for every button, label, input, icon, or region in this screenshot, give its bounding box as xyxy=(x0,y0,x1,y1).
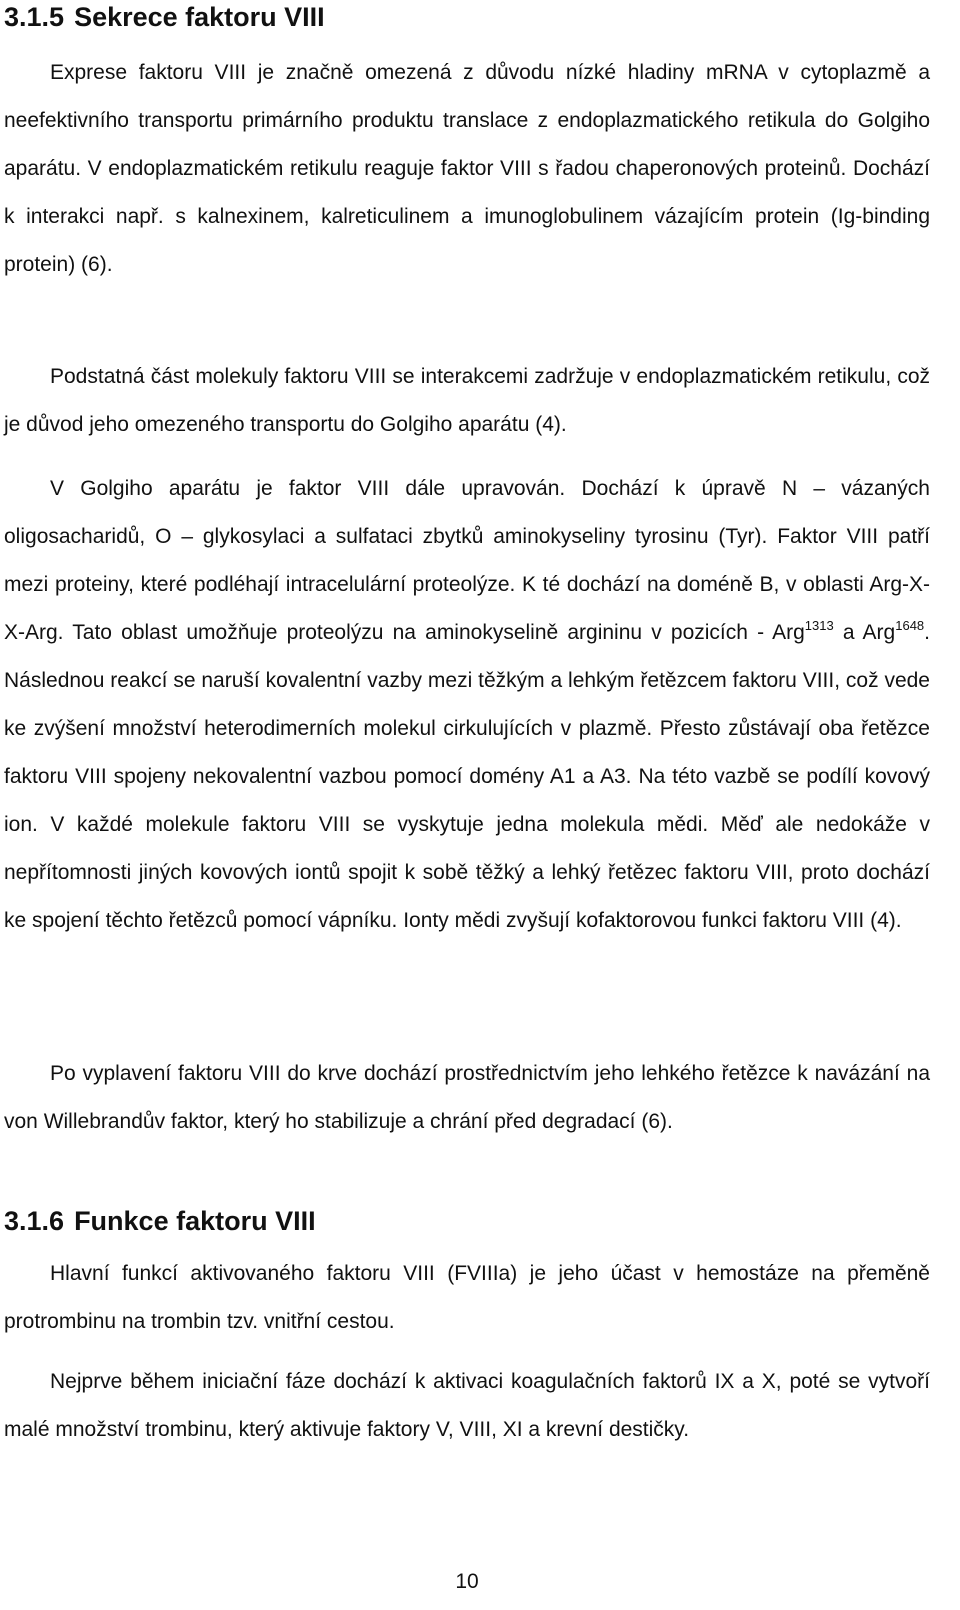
paragraph-expression: Exprese faktoru VIII je značně omezená z důvodu nízké hladiny mRNA v cytoplazmě a neefektivního transportu primárního produktu translace z endoplazmatického retikula do Golgiho aparátu. V endoplazmatickém retikulu reaguje faktor VIII s řadou chaperonových proteinů. Dochází k interakci např. s kalnexinem, kalreticulinem a imunoglobulinem vázajícím protein (Ig-binding protein) (6). xyxy=(4,61,930,276)
section-heading-3-1-6 xyxy=(4,1204,316,1238)
section-number: 3.1.5 xyxy=(4,2,65,32)
paragraph-text: . Následnou reakcí se naruší kovalentní vazby mezi těžkým a lehkým řetězcem faktoru VIII, což vede ke zvýšení množství heterodimerních molekul cirkulujících v plazmě. Přesto zůstávají oba řetězce faktoru VIII spojeny nekovalentní vazbou pomocí domény A1 a A3. Na této vazbě se podílí kovový ion. V každé molekule faktoru VIII se vyskytuje jedna molekula mědi. Měď ale nedokáže v nepřítomnosti jiných kovových iontů spojit k sobě těžký a lehký řetězec faktoru VIII, proto dochází ke spojení těchto řetězců pomocí vápníku. Ionty mědi zvyšují kofaktorovou funkci faktoru VIII (4). xyxy=(4,621,930,932)
paragraph-golgi-processing xyxy=(4,465,930,945)
paragraph-von-willebrand: Po vyplavení faktoru VIII do krve dochází prostřednictvím jeho lehkého řetězce k navázání na von Willebrandův faktor, který ho stabilizuje a chrání před degradací (6). xyxy=(4,1062,930,1133)
paragraph-text: V Golgiho aparátu je faktor VIII dále upravován. Dochází k úpravě N – vázaných oligosacharidů, O – glykosylaci a sulfataci zbytků aminokyseliny tyrosinu (Tyr). Faktor VIII patří mezi proteiny, které podléhají intracelulární proteolýze. K té dochází na doméně B, v oblasti Arg-X-X-Arg. Tato oblast umožňuje proteolýzu na aminokyselině argininu v pozicích - Arg xyxy=(4,477,930,644)
section-title: Sekrece faktoru VIII xyxy=(74,2,325,32)
superscript-position: 1648 xyxy=(895,618,925,633)
superscript-position: 1313 xyxy=(804,618,834,633)
section-number: 3.1.6 xyxy=(4,1206,65,1236)
page-number: 10 xyxy=(455,1570,479,1593)
paragraph-initiation: Nejprve během iniciační fáze dochází k aktivaci koagulačních faktorů IX a X, poté se vytvoří malé množství trombinu, který aktivuje faktory V, VIII, XI a krevní destičky. xyxy=(4,1370,930,1441)
paragraph-text: a Arg xyxy=(833,621,896,644)
paragraph-retention: Podstatná část molekuly faktoru VIII se interakcemi zadržuje v endoplazmatickém retikulu, což je důvod jeho omezeného transportu do Golgiho aparátu (4). xyxy=(4,365,930,436)
section-heading-3-1-5 xyxy=(4,0,325,34)
section-title: Funkce faktoru VIII xyxy=(74,1206,316,1236)
paragraph-function: Hlavní funkcí aktivovaného faktoru VIII (FVIIIa) je jeho účast v hemostáze na přeměně protrombinu na trombin tzv. vnitřní cestou. xyxy=(4,1262,930,1333)
